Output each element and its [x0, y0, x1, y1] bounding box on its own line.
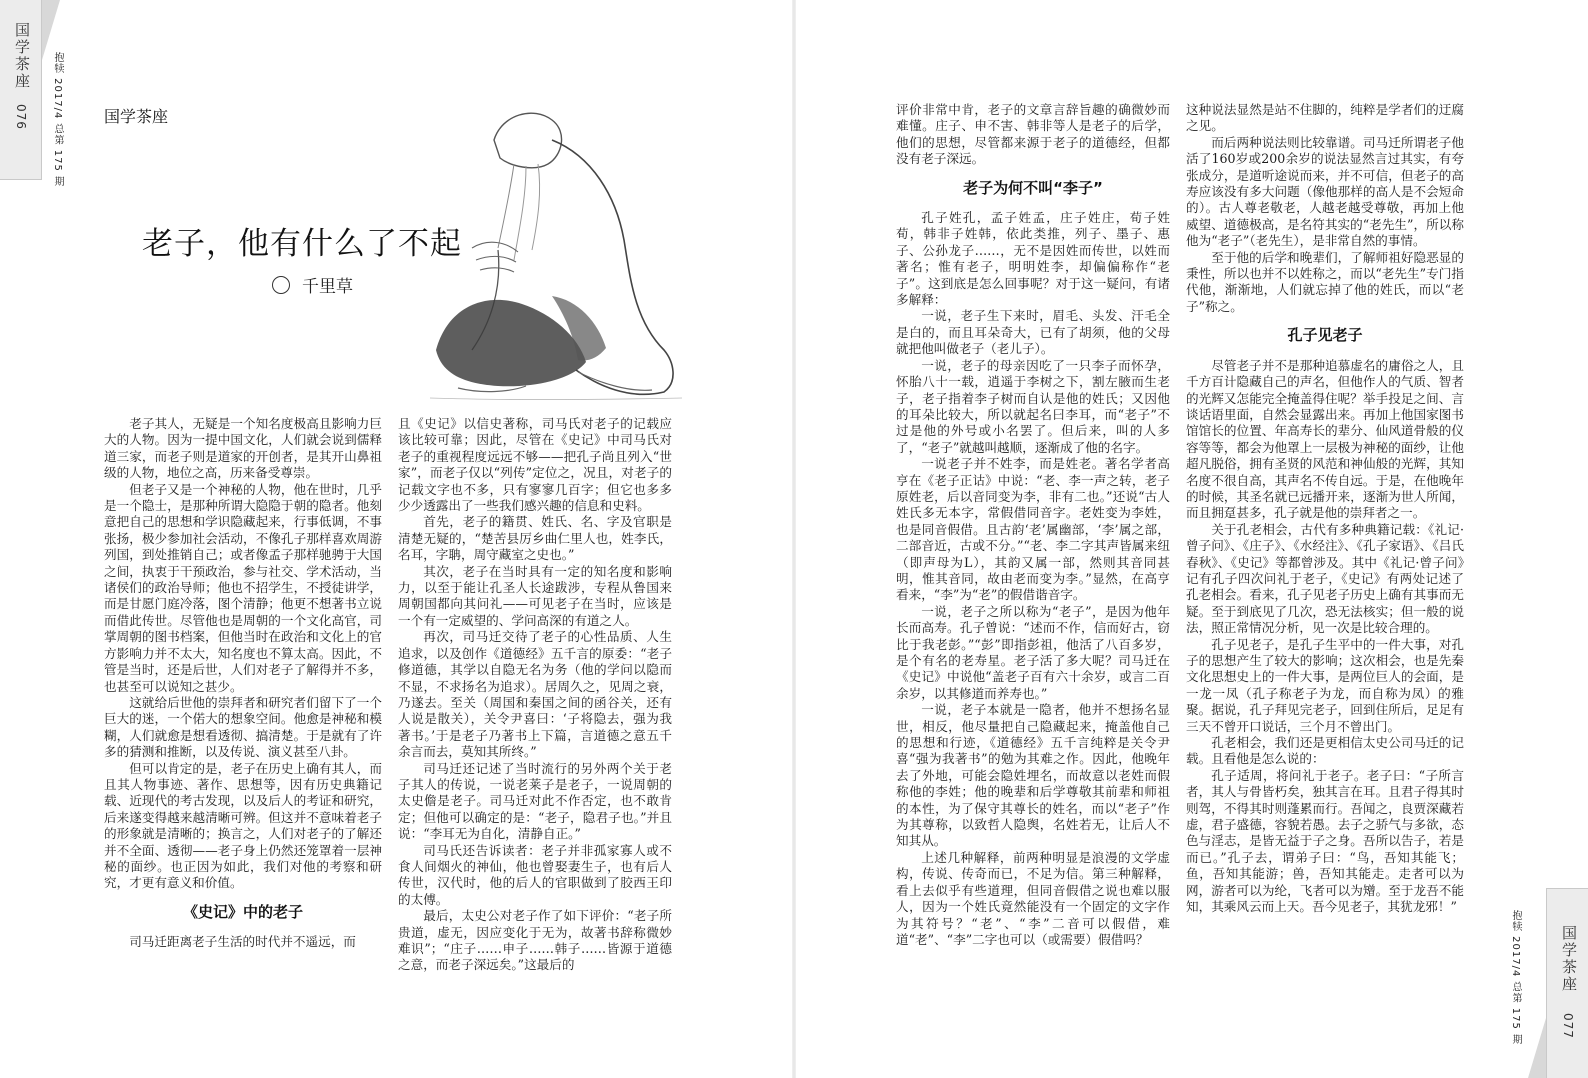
- paragraph: 其次，老子在当时具有一定的知名度和影响力，以至于能让孔圣人长途跋涉，专程从鲁国来周朝国都向其问礼——可见老子在当时，应该是一个有一定威望的、学问高深的有道之人。: [398, 563, 672, 628]
- folio-section-name: 国学茶座: [1560, 925, 1578, 993]
- folio-section-name: 国学茶座: [13, 22, 31, 90]
- paragraph: 孔子姓孔，孟子姓孟，庄子姓庄，荀子姓荀，韩非子姓韩，依此类推，列子、墨子、惠子、公孙龙子……，无不是因姓而传世，以姓而著名；惟有老子，明明姓李，却偏偏称作“老子”。这到底是怎么回事呢？对于这一疑问，有诸多解释：: [896, 210, 1170, 308]
- paragraph: 而后两种说法则比较靠谱。司马迁所谓老子他活了160岁或200余岁的说法显然言过其实，有夸张成分，是道听途说而来，并不可信，但老子的高寿应该没有多大问题（像他那样的高人是不会短命的）。古人尊老敬老，人越老越受尊敬，再加上他威望、道德极高，是名符其实的“老先生”，所以称他为“老子”（老先生），是非常自然的事情。: [1186, 134, 1464, 249]
- issue-info: 抱犊 2017/4 总第 175 期: [52, 52, 63, 187]
- paragraph: 首先，老子的籍贯、姓氏、名、字及官职是清楚无疑的，“楚苦县厉乡曲仁里人也，姓李氏，名耳，字聃，周守藏室之史也。”: [398, 514, 672, 563]
- paragraph: 司马氏还告诉读者：老子并非孤家寡人或不食人间烟火的神仙，他也曾娶妻生子，也有后人传世，汉代时，他的后人的官职做到了胶西王印的太傅。: [398, 842, 672, 907]
- paragraph: 孔老相会，我们还是更相信太史公司马迁的记载。且看他是怎么说的：: [1186, 735, 1464, 767]
- right-page: [794, 0, 1588, 1078]
- article-column-3: [896, 102, 1170, 1002]
- folio-page-number: 076: [14, 104, 28, 130]
- paragraph: 老子其人，无疑是一个知名度极高且影响力巨大的人物。因为一提中国文化，人们就会说到儒释道三家，而老子则是道家的开创者，是其开山鼻祖级的人物，地位之高，历来备受尊崇。: [104, 416, 382, 481]
- byline-circle-icon: [272, 276, 290, 294]
- paragraph: 一说，老子本就是一隐者，他并不想扬名显世，相反，他尽量把自己隐藏起来，掩盖他自己的思想和行迹，《道德经》五千言纯粹是关令尹喜“强为我著书”的勉为其难之作。因此，他晚年去了外地，可能会隐姓埋名，而故意以老姓而假称他的李姓；他的晚辈和后学尊敬其前辈和师祖的本性，为了保守其尊长的姓名，而以“老子”作为其尊称，以致哲人隐舆，名姓若无，让后人不知其从。: [896, 702, 1170, 849]
- laozi-ink-illustration: [402, 100, 702, 404]
- paragraph: 评价非常中肯，老子的文章言辞旨趣的确微妙而难懂。庄子、申不害、韩非等人是老子的后学，他们的思想，尽管都来源于老子的道德经，但都没有老子深远。: [896, 102, 1170, 167]
- paragraph: 且《史记》以信史著称，司马氏对老子的记载应该比较可靠；因此，尽管在《史记》中司马氏对老子的重视程度远远不够——把孔子尚且列入“世家”，而老子仅以“列传”定位之，况且，对老子的记载文字也不多，只有寥寥几百字；但它也多多少少透露出了一些我们感兴趣的信息和史料。: [398, 416, 672, 514]
- tab-corner-fold: [1528, 1018, 1546, 1078]
- paragraph: 尽管老子并不是那种追慕虚名的庸俗之人，且千方百计隐藏自己的声名，但他作人的气质、智者的光辉又怎能完全掩盖得住呢？举手投足之间、言谈话语里面，自然会显露出来。再加上他国家图书馆馆长的位置、年高寿长的辈分、仙风道骨般的仪容等等，都会为他罩上一层极为神秘的面纱，让他超凡脱俗，拥有圣贤的风范和神仙般的光辉，其知名度不很自高，其声名不传自远。于是，在他晚年的时候，其圣名就已远播开来，逐渐为世人所闻，而且拥趸甚多，孔子就是他的崇拜者之一。: [1186, 357, 1464, 521]
- paragraph: 最后，太史公对老子作了如下评价：“老子所贵道，虚无，因应变化于无为，故著书辞称微妙难识”；“庄子……申子……韩子……皆源于道德之意，而老子深远矣。”这最后的: [398, 908, 672, 973]
- byline: [272, 272, 353, 297]
- paragraph: 司马迁还记述了当时流行的另外两个关于老子其人的传说，一说老莱子是老子，一说周朝的太史儋是老子。司马迁对此不作否定，也不敢肯定；但他可以确定的是：“老子，隐君子也。”并且说：“李耳无为自化，清静自正。”: [398, 760, 672, 842]
- paragraph: 一说老子并不姓李，而是姓老。著名学者高亨在《老子正诂》中说：“老、李一声之转，老子原姓老，后以音同变为李，非有二也。”还说“古人姓氏多无本字，常假借同音字。老姓变为李姓，也是同音假借。且古韵‘老’属幽部，‘李’属之部，二部音近，古或不分。”“老、李二字其声皆属来纽（即声母为L），其韵又属一部，然则其音同甚明，惟其音同，故由老而变为李。”显然，在高亨看来，“李”为“老”的假借谐音字。: [896, 456, 1170, 603]
- paragraph: 一说，老子生下来时，眉毛、头发、汗毛全是白的，而且耳朵奇大，已有了胡须，他的父母就把他叫做老子（老儿子）。: [896, 308, 1170, 357]
- tab-corner-fold: [42, 0, 60, 60]
- article-column-1: [104, 416, 382, 1028]
- paragraph: 至于他的后学和晚辈们，了解师祖好隐恶显的秉性，所以也并不以姓称之，而以“老先生”专门指代他，渐渐地，人们就忘掉了他的姓氏，而以“老子”称之。: [1186, 249, 1464, 314]
- folio-page-number: 077: [1561, 1013, 1575, 1039]
- paragraph: 但可以肯定的是，老子在历史上确有其人，而且其人物事迹、著作、思想等，因有历史典籍记载、近现代的考古发现，以及后人的考证和研究，后来遂变得越来越清晰可辨。但这并不意味着老子的形象就是清晰的；换言之，人们对老子的了解还并不全面、透彻——老子身上仍然还笼罩着一层神秘的面纱。也正因为如此，我们对他的考察和研究，才更有意义和价值。: [104, 760, 382, 891]
- paragraph: 一说，老子之所以称为“老子”，是因为他年长而高寿。孔子曾说：“述而不作，信而好古，窃比于我老彭。”“彭”即指彭祖，他活了八百多岁，是个有名的老寿星。老子活了多大呢？司马迁在《史记》中说他“盖老子百有六十余岁，或言二百余岁，以其修道而养寿也。”: [896, 603, 1170, 701]
- paragraph: 孔子适周，将问礼于老子。老子曰：“子所言者，其人与骨皆朽矣，独其言在耳。且君子得其时则驾，不得其时则蓬累而行。吾闻之，良贾深藏若虚，君子盛德，容貌若愚。去子之骄气与多欲，态色与淫志，是皆无益于子之身。吾所以告子，若是而已。”孔子去，谓弟子曰：“鸟，吾知其能飞；鱼，吾知其能游；兽，吾知其能走。走者可以为网，游者可以为纶，飞者可以为矰。至于龙吾不能知，其乘风云而上天。吾今见老子，其犹龙邪！”: [1186, 767, 1464, 915]
- folio-tab-left: [0, 0, 42, 180]
- section-heading: 《史记》中的老子: [182, 902, 303, 921]
- article-column-4: [1186, 102, 1464, 1002]
- paragraph: 一说，老子的母亲因吃了一只李子而怀孕，怀胎八十一载，逍遥于李树之下，割左腋而生老子，老子指着李子树而自认是他的姓氏；又因他的耳朵比较大，所以就起名曰李耳，而“老子”不过是他的外号或小名罢了。但后来，叫的人多了，“老子”就越叫越顺，逐渐成了他的名字。: [896, 357, 1170, 455]
- section-label: 国学茶座: [104, 107, 169, 126]
- article-title: 老子，他有什么了不起: [142, 226, 462, 262]
- section-heading: 孔子见老子: [1287, 326, 1363, 345]
- paragraph: 再次，司马迁交待了老子的心性品质、人生追求，以及创作《道德经》五千言的原委：“老子修道德，其学以自隐无名为务（他的学问以隐而不显，不求扬名为追求）。居周久之，见周之衰，乃遂去。至关（周国和秦国之间的函谷关，还有人说是散关），关令尹喜曰：‘子将隐去，强为我著书。’于是老子乃著书上下篇，言道德之意五千余言而去，莫知其所终。”: [398, 629, 672, 760]
- paragraph: 司马迁距离老子生活的时代并不遥远，而: [129, 934, 356, 950]
- paragraph: 上述几种解释，前两种明显是浪漫的文学虚构，传说、传奇而已，不足为信。第三种解释，看上去似乎有些道理，但同音假借之说也难以服人，因为一个姓氏竟然能没有一个固定的文字作为其符号？“老”、“李”二音可以假借，难道“老”、“李”二字也可以（或需要）假借吗？: [896, 849, 1170, 947]
- author-name: 千里草: [302, 277, 353, 297]
- folio-tab-right: [1546, 888, 1588, 1078]
- article-column-2: [398, 416, 672, 1028]
- paragraph: 但老子又是一个神秘的人物，他在世时，几乎是一个隐士，是那种所谓大隐隐于朝的隐者。他刻意把自己的思想和学识隐藏起来，行事低调，不事张扬，极少参加社会活动，不像孔子那样喜欢周游列国，到处推销自己；或者像孟子那样驰骋于大国之间，执衷于干预政治，参与社交、学术活动，当诸侯们的政治导师；他也不招学生，不授徒讲学，而是甘愿门庭冷落，图个清静；他更不想著书立说而借此传世。尽管他也是周朝的一个文化高官，司掌周朝的图书档案，但他当时在政治和文化上的官方影响力并不太大，知名度也不算太高。因此，不管是当时，还是后世，人们对老子了解得并不多，也甚至可以说知之甚少。: [104, 481, 382, 694]
- paragraph: 这就给后世他的崇拜者和研究者们留下了一个巨大的迷，一个偌大的想象空间。他愈是神秘和模糊，人们就愈是想看透彻、搞清楚。于是就有了许多的猜测和推断，以及传说、演义甚至八卦。: [104, 694, 382, 760]
- paragraph: 这种说法显然是站不住脚的，纯粹是学者们的迂腐之见。: [1186, 102, 1464, 134]
- issue-info: 抱犊 2017/4 总第 175 期: [1510, 910, 1521, 1045]
- section-heading: 老子为何不叫“李子”: [963, 178, 1103, 197]
- paragraph: 孔子见老子，是孔子生平中的一件大事，对孔子的思想产生了较大的影响；这次相会，也是先秦文化思想史上的一件大事，是两位巨人的会面，是一龙一凤（孔子称老子为龙，而自称为凤）的雅聚。据说，孔子拜见完老子，回到住所后，足足有三天不曾开口说话，三个月不曾出门。: [1186, 636, 1464, 734]
- paragraph: 关于孔老相会，古代有多种典籍记载：《礼记·曾子问》、《庄子》、《水经注》、《孔子家语》、《吕氏春秋》、《史记》等都曾涉及。其中《礼记·曾子问》记有孔子四次问礼于老子，《史记》有两处记述了孔老相会。看来，孔子见老子历史上确有其事而无疑。至于到底见了几次，恐无法核实；但一般的说法，照正常情况分析，见一次是比较合理的。: [1186, 521, 1464, 636]
